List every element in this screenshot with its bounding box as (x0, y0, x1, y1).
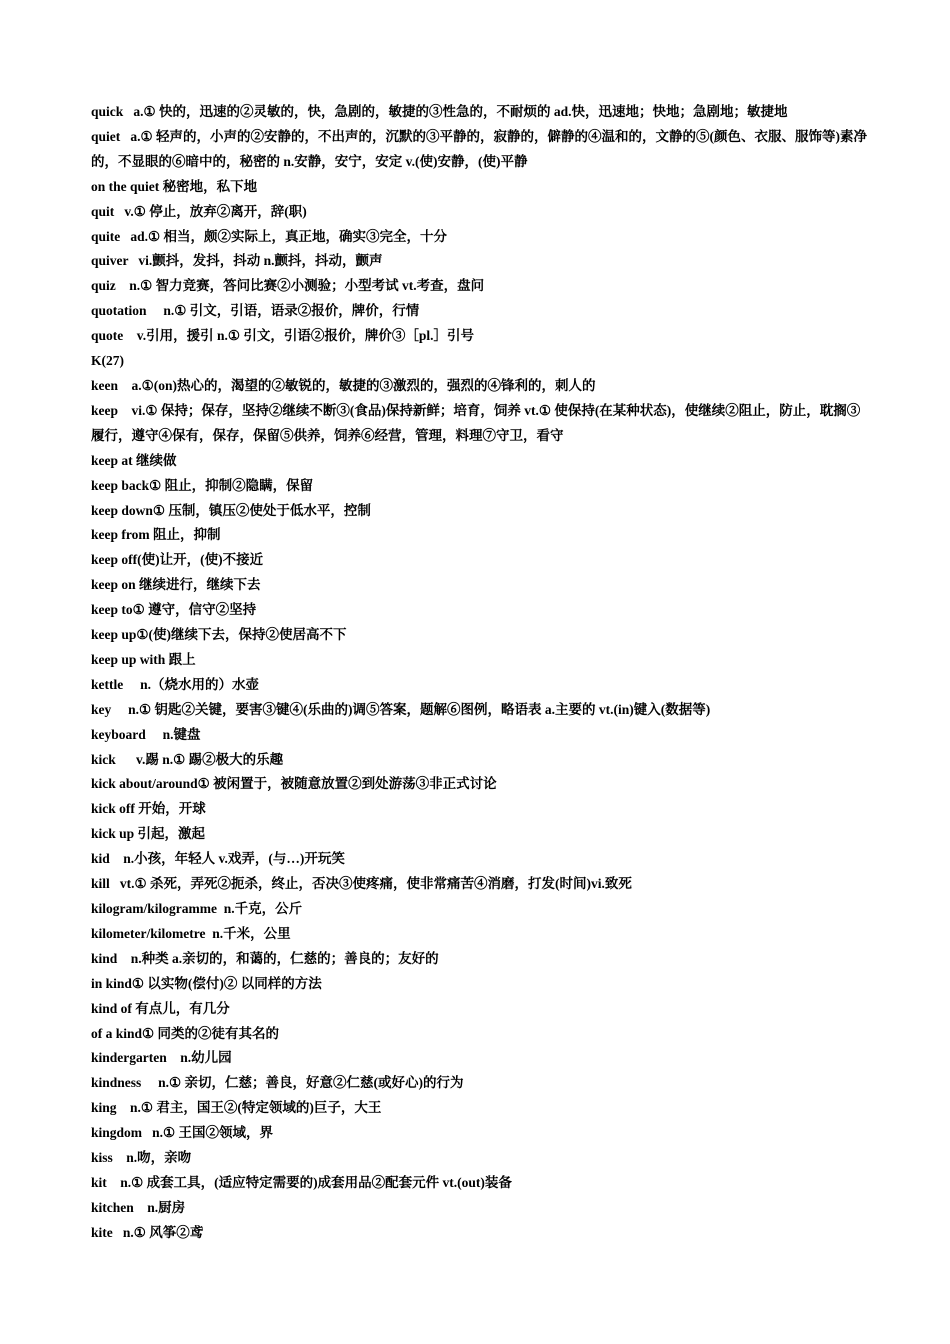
entry-in-kind: in kind① 以实物(偿付)② 以同样的方法 (91, 975, 322, 991)
entry-keyboard: keyboard n.键盘 (91, 726, 201, 742)
section-heading-k: K(27) (91, 353, 124, 369)
entry-keep-at: keep at 继续做 (91, 452, 177, 468)
entry-kindergarten: kindergarten n.幼儿园 (91, 1050, 232, 1066)
entry-kettle: kettle n.（烧水用的）水壶 (91, 676, 259, 692)
entry-quiver: quiver vi.颤抖，发抖，抖动 n.颤抖，抖动，颤声 (91, 253, 383, 269)
entry-kick: kick v.踢 n.① 踢②极大的乐趣 (91, 751, 284, 767)
entry-keen: keen a.①(on)热心的，渴望的②敏锐的，敏捷的③激烈的，强烈的④锋利的，刺人的 (91, 377, 596, 393)
entry-quick: quick a.① 快的，迅速的②灵敏的，快，急剧的，敏捷的③性急的，不耐烦的 ad.快，迅速地；快地；急剧地；敏捷地 (91, 104, 788, 119)
entry-keep-on: keep on 继续进行，继续下去 (91, 577, 261, 593)
entry-kingdom: kingdom n.① 王国②领域，界 (91, 1125, 274, 1141)
entry-kindness: kindness n.① 亲切，仁慈；善良，好意②仁慈(或好心)的行为 (91, 1075, 464, 1091)
entry-quiz: quiz n.① 智力竞赛，答问比赛②小测验；小型考试 vt.考查，盘问 (91, 278, 485, 294)
entry-kilogram: kilogram/kilogramme n.千克，公斤 (91, 901, 303, 916)
entry-kilometer: kilometer/kilometre n.千米，公里 (91, 925, 291, 941)
document-page (91, 100, 871, 1246)
entry-kick-about: kick about/around① 被闲置于，被随意放置②到处游荡③非正式讨论 (91, 776, 497, 792)
entry-quite: quite ad.① 相当，颇②实际上，真正地，确实③完全，十分 (91, 228, 447, 244)
entry-quotation: quotation n.① 引文，引语，语录②报价，牌价，行情 (91, 303, 420, 319)
entry-kind: kind n.种类 a.亲切的，和蔼的，仁慈的；善良的；友好的 (91, 950, 439, 966)
entry-keep-to: keep to① 遵守，信守②坚持 (91, 602, 257, 618)
entry-kick-up: kick up 引起，激起 (91, 826, 206, 842)
entry-keep-from: keep from 阻止，抑制 (91, 527, 221, 543)
entry-kill: kill vt.① 杀死，弄死②扼杀，终止，否决③使疼痛，使非常痛苦④消磨，打发(时间)vi.致死 (91, 876, 632, 892)
entry-kick-off: kick off 开始，开球 (91, 801, 206, 817)
entry-keep-back: keep back① 阻止，抑制②隐瞒，保留 (91, 477, 314, 493)
entry-quit: quit v.① 停止，放弃②离开，辞(职) (91, 203, 307, 219)
entry-kiss: kiss n.吻，亲吻 (91, 1150, 192, 1166)
entry-quiet: quiet a.① 轻声的，小声的②安静的，不出声的，沉默的③平静的，寂静的，僻静的④温和的，文静的⑤(颜色、衣服、服饰等)素净的，不显眼的⑥暗中的，秘密的 n.安静，安宁，安定 v.(使)安静，(使)平静 (91, 128, 867, 169)
entry-king: king n.① 君主，国王②(特定领域的)巨子，大王 (91, 1100, 382, 1116)
entry-of-a-kind: of a kind① 同类的②徒有其名的 (91, 1025, 279, 1041)
entry-kitchen: kitchen n.厨房 (91, 1199, 186, 1215)
entry-keep: keep vi.① 保持；保存，坚持②继续不断③(食品)保持新鲜；培育，饲养 vt.① 使保持(在某种状态)，使继续②阻止，防止，耽搁③履行，遵守④保有，保存，保留⑤供养，饲养⑥经营，管理，料理⑦守卫，看守 (91, 402, 861, 443)
entry-keep-down: keep down① 压制，镇压②使处于低水平，控制 (91, 502, 371, 518)
entry-quote: quote v.引用，援引 n.① 引文，引语②报价，牌价③［pl.］引号 (91, 328, 475, 344)
entry-kite: kite n.① 风筝②鸢 (91, 1224, 204, 1240)
entry-kind-of: kind of 有点儿，有几分 (91, 1000, 230, 1016)
entry-keep-off: keep off(使)让开，(使)不接近 (91, 552, 264, 568)
entry-on-the-quiet: on the quiet 秘密地，私下地 (91, 178, 258, 194)
entry-kid: kid n.小孩，年轻人 v.戏弄，(与…)开玩笑 (91, 851, 345, 867)
entry-key: key n.① 钥匙②关键，要害③键④(乐曲的)调⑤答案，题解⑥图例，略语表 a.主要的 vt.(in)键入(数据等) (91, 701, 711, 717)
entry-kit: kit n.① 成套工具，(适应特定需要的)成套用品②配套元件 vt.(out)装备 (91, 1174, 512, 1190)
entry-keep-up-with: keep up with 跟上 (91, 651, 196, 667)
entry-keep-up: keep up①(使)继续下去，保持②使居高不下 (91, 627, 347, 643)
